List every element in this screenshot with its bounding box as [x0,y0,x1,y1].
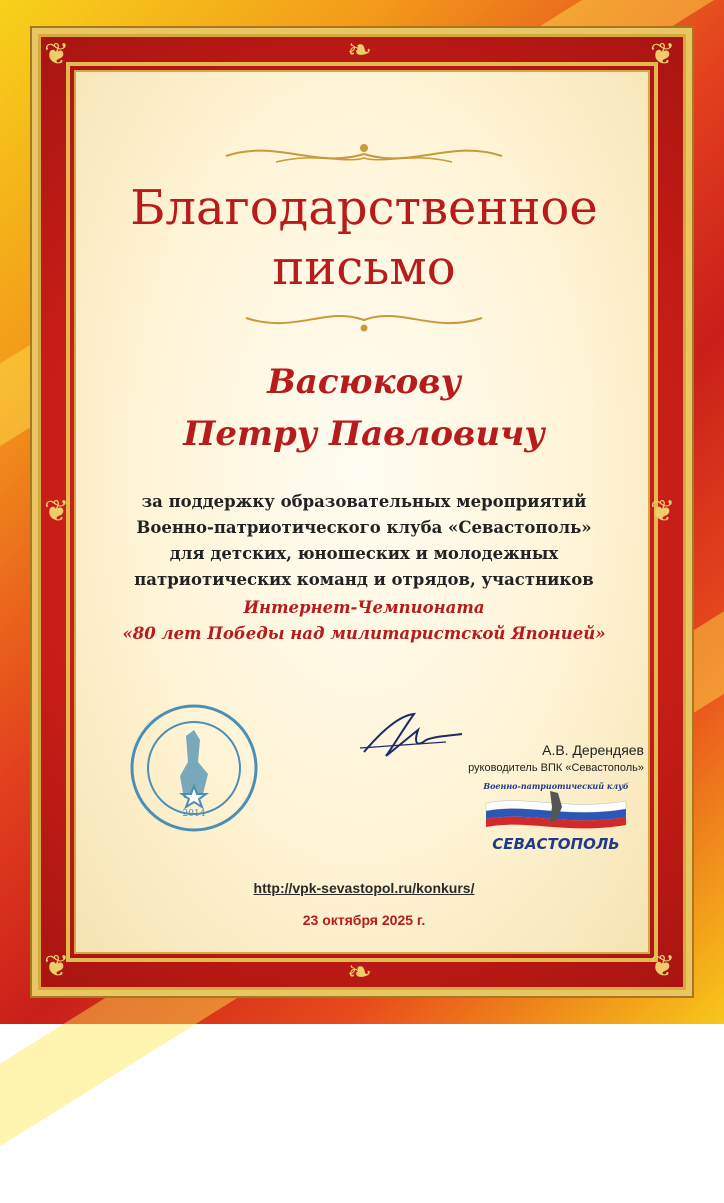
side-ornament-icon: ❦ [650,494,676,529]
event-line: Интернет-Чемпионата [243,598,485,617]
certificate-paper [74,70,650,954]
top-flourish-icon [76,134,652,174]
body-line: для детских, юношеских и молодежных [169,544,559,563]
signature [356,708,466,762]
logo-name: СЕВАСТОПОЛЬ [492,835,620,853]
signer-name: А.В. Дерендяев [542,742,644,758]
club-logo [476,777,636,857]
recipient-name: Петру Павловичу [183,414,545,454]
corner-ornament-icon: ❦ [650,949,676,984]
title-line-1: Благодарственное [130,180,598,236]
corner-ornament-icon: ❦ [44,37,70,72]
corner-ornament-icon: ❦ [650,37,676,72]
bottom-flourish-icon [76,300,652,340]
event-line: «80 лет Победы над милитаристской Японией» [122,624,606,643]
body-line: Военно-патриотического клуба «Севастополь» [136,518,592,537]
club-seal-stamp [128,702,260,834]
top-ornament-icon: ❧ [347,33,373,68]
svg-text:2014: 2014 [182,809,206,819]
corner-ornament-icon: ❦ [44,949,70,984]
website-link[interactable]: http://vpk-sevastopol.ru/konkurs/ [253,880,475,896]
recipient-surname: Васюкову [267,362,461,402]
side-ornament-icon: ❦ [44,494,70,529]
bottom-ornament-icon: ❧ [347,955,373,990]
issue-date: 23 октября 2025 г. [302,912,426,928]
signer-role: руководитель ВПК «Севастополь» [468,762,644,774]
body-line: за поддержку образовательных мероприятий [141,492,587,511]
logo-caption: Военно-патриотический клуб [483,781,629,791]
body-line: патриотических команд и отрядов, участников [134,570,594,589]
title-line-2: письмо [272,240,456,296]
